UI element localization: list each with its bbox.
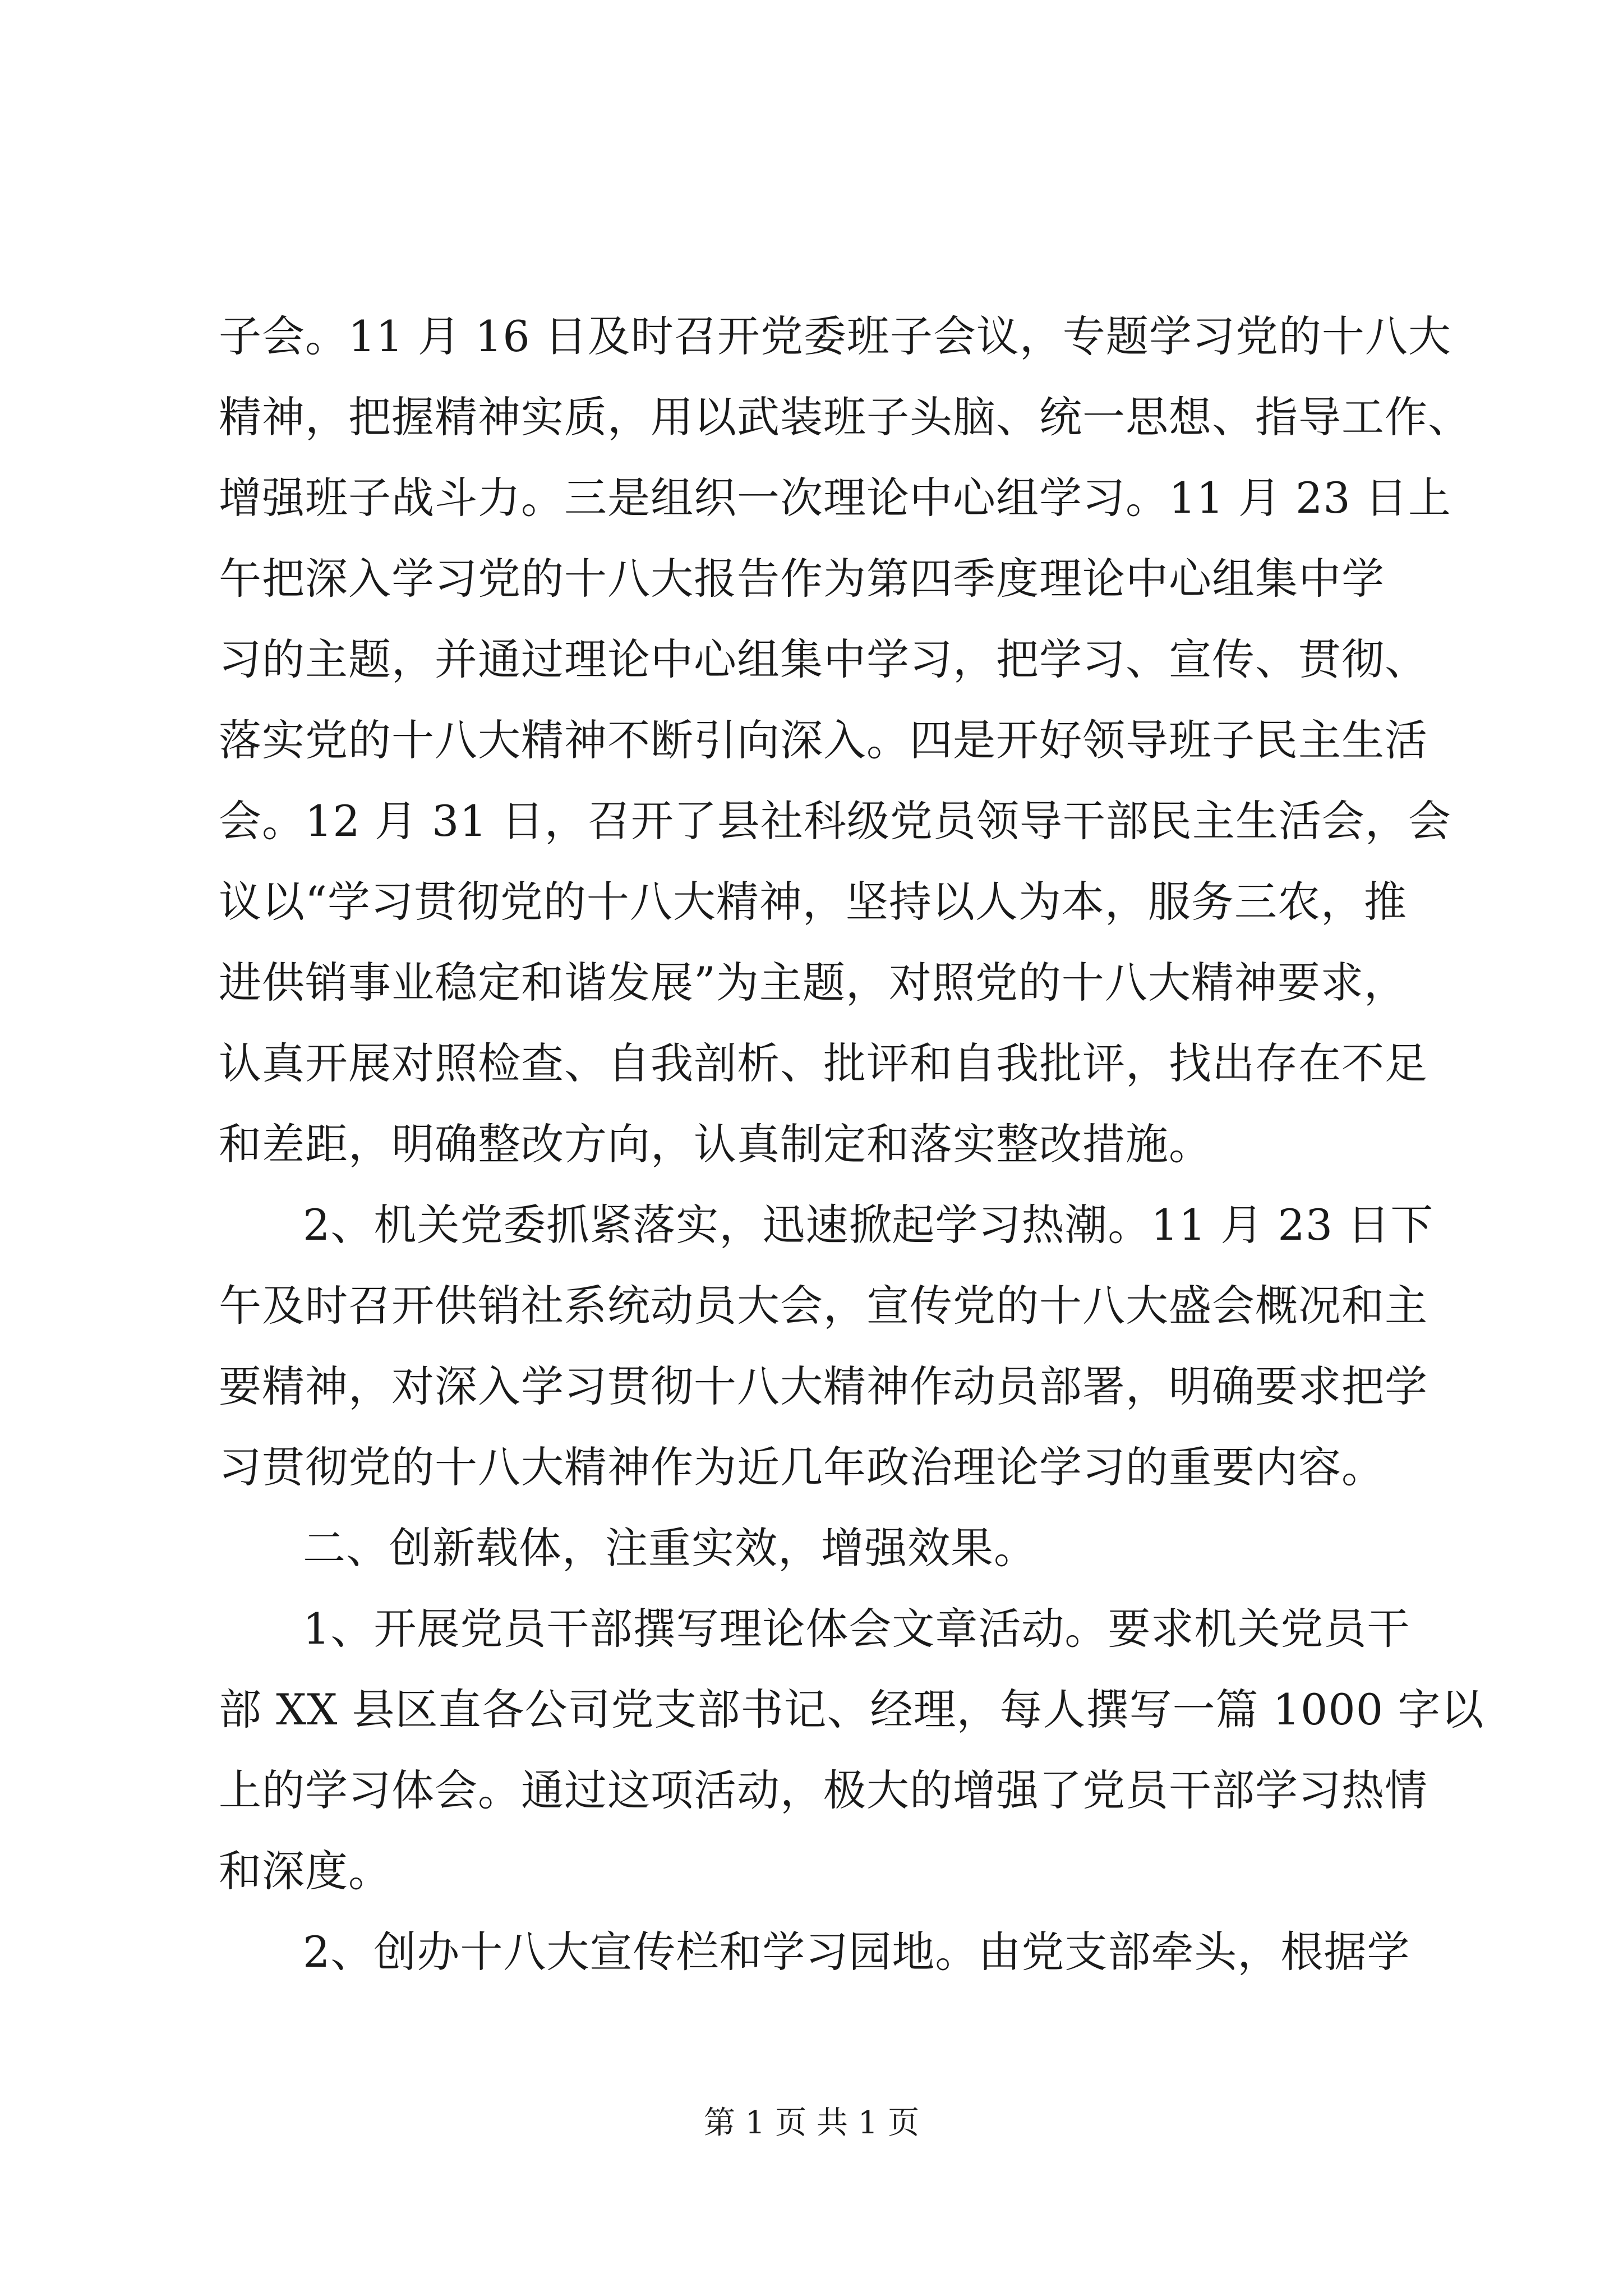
body-line: 进供销事业稳定和谐发展”为主题，对照党的十八大精神要求，: [219, 958, 1407, 1007]
section-heading: 二、创新载体，注重实效，增强效果。: [303, 1523, 1037, 1573]
body-line: 认真开展对照检查、自我剖析、批评和自我批评，找出存在不足: [219, 1038, 1428, 1088]
body-line: 会。12 月 31 日，召开了县社科级党员领导干部民主生活会，会: [219, 796, 1451, 846]
body-line: 和深度。: [219, 1846, 391, 1896]
document-body: [219, 296, 1484, 1993]
body-line: 要精神，对深入学习贯彻十八大精神作动员部署，明确要求把学: [219, 1361, 1428, 1411]
page-footer: [0, 2104, 1623, 2143]
body-line: 子会。11 月 16 日及时召开党委班子会议，专题学习党的十八大: [219, 311, 1451, 361]
paragraph-start-line: 2、机关党委抓紧落实，迅速掀起学习热潮。11 月 23 日下: [303, 1200, 1434, 1250]
body-line: 习贯彻党的十八大精神作为近几年政治理论学习的重要内容。: [219, 1442, 1385, 1492]
paragraph-start-line: 1、开展党员干部撰写理论体会文章活动。要求机关党员干: [303, 1604, 1410, 1654]
page-number-label: 第 1 页 共 1 页: [703, 2105, 920, 2141]
body-line: 和差距，明确整改方向，认真制定和落实整改措施。: [219, 1119, 1212, 1169]
body-line: 议以“学习贯彻党的十八大精神，坚持以人为本，服务三农，推: [219, 877, 1407, 927]
body-line: 精神，把握精神实质，用以武装班子头脑、统一思想、指导工作、: [219, 392, 1471, 442]
body-line: 增强班子战斗力。三是组织一次理论中心组学习。11 月 23 日上: [219, 473, 1451, 523]
paragraph-start-line: 2、创办十八大宣传栏和学习园地。由党支部牵头，根据学: [303, 1927, 1410, 1977]
body-line: 午及时召开供销社系统动员大会，宣传党的十八大盛会概况和主: [219, 1281, 1428, 1331]
body-line: 上的学习体会。通过这项活动，极大的增强了党员干部学习热情: [219, 1765, 1428, 1815]
body-line: 落实党的十八大精神不断引向深入。四是开好领导班子民主生活: [219, 715, 1428, 765]
body-line: 部 XX 县区直各公司党支部书记、经理，每人撰写一篇 1000 字以: [219, 1685, 1484, 1734]
body-line: 午把深入学习党的十八大报告作为第四季度理论中心组集中学: [219, 554, 1385, 604]
body-line: 习的主题，并通过理论中心组集中学习，把学习、宣传、贯彻、: [219, 634, 1428, 684]
